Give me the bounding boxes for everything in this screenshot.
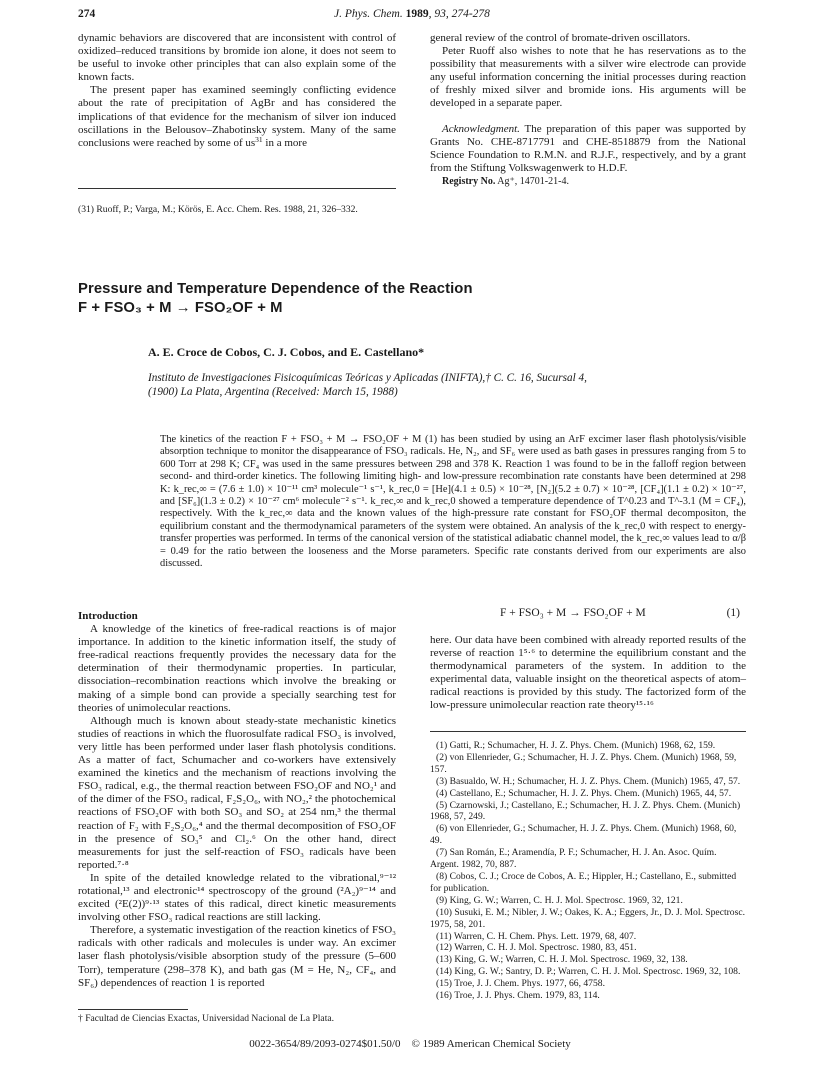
title-footnote: † Facultad de Ciencias Exactas, Universidad Nacional de La Plata. — [78, 1013, 335, 1024]
reference-item: (9) King, G. W.; Warren, C. H. J. Mol. Spectrosc. 1969, 32, 121. — [436, 894, 683, 906]
section-heading: Introduction — [78, 610, 138, 622]
reference-item: (8) Cobos, C. J.; Croce de Cobos, A. E.; Hippler, H.; Castellano, E., submitted for publication. — [430, 870, 737, 894]
acknowledgment — [430, 123, 746, 175]
journal-citation: J. Phys. Chem. 1989, 93, 274-278 — [334, 8, 490, 20]
reference-item: (10) Susuki, E. M.; Nibler, J. W.; Oakes, K. A.; Eggers, Jr., D. J. Mol. Spectrosc. 1975, 58, 201. — [430, 906, 745, 930]
running-header — [78, 8, 746, 24]
prev-paragraph — [78, 84, 396, 149]
footnote-rule — [78, 1009, 188, 1010]
reference-item: (2) von Ellenrieder, G.; Schumacher, H. J. Z. Phys. Chem. (Munich) 1968, 59, 157. — [430, 751, 737, 775]
intro-paragraph: Therefore, a systematic investigation of the reaction kinetics of FSO₃ radicals with other radicals and molecules is under way. An excimer laser flash photolysis/visible absorption study of the pressure (5–600 Torr), temperature (298–378 K), and bath gas (M = He, N₂, CF₄, and SF₆) dependences of reaction 1 is reported — [78, 924, 396, 989]
intro-paragraph: In spite of the detailed knowledge related to the vibrational,⁹⁻¹² rotational,¹³ and electronic¹⁴ spectroscopy of the ground (²A₂)⁹⁻¹⁴ and excited (²E(2))⁹·¹³ states of this radical, direct kinetic measurements involving other FSO₃ radical reactions are still lacking. — [78, 871, 396, 924]
article-code: 0022-3654/89/2093-0274$01.50/0 — [249, 1038, 401, 1050]
footnote-rule — [78, 188, 396, 189]
intro-paragraph: Although much is known about steady-state mechanistic kinetics studies of reactions in which the fluorosulfate radical FSO₃ is involved, very little has been performed under laser flash photolysis conditions. As a matter of fact, Schumacher and co-workers have extensively examined the kinetics and the mechanism of reactions involving the FSO₃ radical, e.g., the thermal reaction between FSO₂OF and NO₂¹ and of the dimer of the FSO₃ radical, F₂S₂O₆, with NO₂,² the photochemical reactions of FSO₂OF with both SO₃ and SO₂ at 254 nm,³ the thermal reaction of F₂ with F₂S₂O₆,⁴ and the thermal decomposition of FSO₂OF in the presence of SO₃⁵ and Cl₂.⁶ On the other hand, direct measurements for just the self-reaction of FSO₃ radicals have been reported.⁷·⁸ — [78, 714, 396, 871]
reference-31: (31) Ruoff, P.; Varga, M.; Körös, E. Acc. Chem. Res. 1988, 21, 326–332. — [78, 204, 358, 215]
reference-item: (7) San Román, E.; Aramendía, P. F.; Schumacher, H. J. An. Asoc. Quím. Argent. 1982, 70, 887. — [430, 847, 717, 871]
reference-item: (4) Castellano, E.; Schumacher, H. J. Z. Phys. Chem. (Munich) 1965, 44, 57. — [436, 787, 732, 799]
reference-item: (5) Czarnowski, J.; Castellano, E.; Schumacher, H. J. Z. Phys. Chem. (Munich) 1968, 57, 249. — [430, 799, 741, 823]
reference-item: (13) King, G. W.; Warren, C. H. J. Mol. Spectrosc. 1969, 32, 138. — [436, 954, 688, 966]
prev-paragraph: Peter Ruoff also wishes to note that he has reservations as to the possibility that measurements with a silver wire electrode can provide any useful information concerning the initial processes during reaction of freshly mixed silver and bromide ions. His arguments will be developed in a separate paper. — [430, 45, 746, 110]
reference-item: (12) Warren, C. H. J. Mol. Spectrosc. 1980, 83, 451. — [436, 942, 637, 954]
citation-sup: 31 — [255, 134, 263, 144]
registry-label: Registry No. — [442, 175, 496, 187]
prev-article-left-column — [78, 32, 396, 150]
reference-item: (14) King, G. W.; Santry, D. P.; Warren, C. H. J. Mol. Spectrosc. 1969, 32, 108. — [436, 966, 741, 978]
reference-item: (11) Warren, C. H. Chem. Phys. Lett. 1979, 68, 407. — [436, 930, 637, 942]
prev-paragraph: general review of the control of bromate-driven oscillators. — [430, 32, 691, 44]
reference-item: (1) Gatti, R.; Schumacher, H. J. Z. Phys. Chem. (Munich) 1968, 62, 159. — [436, 740, 716, 751]
affiliation-line: (1900) La Plata, Argentina (Received: March 15, 1988) — [148, 386, 398, 398]
article-title-line: Pressure and Temperature Dependence of the Reaction — [78, 281, 473, 297]
affiliation — [148, 371, 768, 399]
prev-text: The present paper has examined seemingly conflicting evidence about the rate of precipitation of AgBr and has considered the implications of that evidence for the mechanism of silver ion induced oscillations in the Belousov–Zhabotinsky system. Many of the same conclusions were reached by some of us — [78, 84, 396, 149]
journal-volume: 93 — [434, 8, 446, 20]
reference-item: (3) Basualdo, W. H.; Schumacher, H. J. Z. Phys. Chem. (Munich) 1965, 47, 57. — [436, 775, 741, 787]
journal-name: J. Phys. Chem. — [334, 8, 403, 20]
page-number: 274 — [78, 8, 96, 20]
ack-text: The preparation of this paper was supported by Grants No. CHE-8717791 and CHE-8518879 from the National Science Foundation to R.M.N. and R.J.F., respectively, and by a grant from the Stiftung Volkswagenwerk to H.D.F. — [430, 122, 746, 174]
journal-pages: 274-278 — [451, 8, 490, 20]
prev-article-right-column — [430, 32, 746, 188]
journal-year: 1989 — [405, 8, 429, 20]
reference-item: (16) Troe, J. J. Phys. Chem. 1979, 83, 114. — [436, 990, 600, 1002]
registry — [430, 175, 746, 188]
article-title — [78, 280, 746, 318]
prev-paragraph: dynamic behaviors are discovered that are inconsistent with control of oxidized–reduced transitions by bromide ion alone, it does not seem to be useful to invoke other principles that can also explain some of the known facts. — [78, 32, 396, 84]
registry-text: Ag⁺, 14701-21-4. — [497, 175, 569, 187]
intro-right-column — [430, 634, 746, 713]
abstract: The kinetics of the reaction F + FSO₃ + M → FSO₂OF + M (1) has been studied by using an ArF excimer laser flash photolysis/visible absorption technique to monitor the disappearance of FSO₃ radicals. He, N₂, and SF₆ were used as bath gases in pressures ranging from 5 to 600 Torr at 298 K; CF₄ was used in the same pressures between 298 and 378 K. Reaction 1 was found to be in the falloff region between second- and third-order kinetics. The following limiting high- and low-pressure recombination rate constants have been determined at 298 K: k_rec,∞ = (7.6 ± 1.0) × 10⁻¹¹ cm³ molecule⁻¹ s⁻¹, k_rec,0 = [He](4.1 ± 0.5) × 10⁻²⁸, [N₂](5.2 ± 0.7) × 10⁻²⁸, [CF₄](1.1 ± 0.2) × 10⁻²⁷, and [SF₆](1.3 ± 0.2) × 10⁻²⁷ cm⁶ molecule⁻² s⁻¹. k_rec,∞ and k_rec,0 showed a temperature dependence of T^0.23 and T^-3.1 (M = CF₄), respectively. With the k_rec,∞ data and the known values of the high-pressure rate constant for FSO₂OF thermal decompositon, the equilibrium constant and the thermodynamical parameters of the system were obtained. An analysis of the k_rec,0 with respect to energy-transfer properties was performed. In terms of the canonical version of the statistical adiabatic channel model, the k_rec,∞ values lead to α/β = 0.49 for the ratio between the looseness and the Morse parameters. Specific rate constants derived from our experiments are also discussed. — [160, 434, 746, 570]
reference-item: (15) Troe, J. J. Chem. Phys. 1977, 66, 4758. — [436, 978, 605, 990]
references-rule — [430, 731, 746, 732]
intro-left-column — [78, 610, 396, 990]
reference-item: (6) von Ellenrieder, G.; Schumacher, H. J. Z. Phys. Chem. (Munich) 1968, 60, 49. — [430, 823, 737, 847]
article-title-line: F + FSO₃ + M → FSO₂OF + M — [78, 300, 283, 316]
prev-text: in a more — [262, 136, 307, 149]
reference-list — [430, 740, 746, 1002]
author-list: A. E. Croce de Cobos, C. J. Cobos, and E. Castellano* — [148, 345, 425, 359]
affiliation-line: Instituto de Investigaciones Fisicoquímicas Teóricas y Aplicadas (INIFTA),† C. C. 16, Sucursal 4, — [148, 372, 587, 384]
copyright: © 1989 American Chemical Society — [411, 1038, 571, 1050]
intro-paragraph: A knowledge of the kinetics of free-radical reactions is of major importance. In addition to the kinetic information itself, the study of free-radical reactions frequently provides the necessary data for the determination of their thermodynamic properties. In particular, dissociation–recombination reactions which involve the breaking or making of a simple bond can provide a specially searching test for theories of unimolecular reactions. — [78, 623, 396, 714]
page-footer — [0, 1038, 820, 1050]
equation-number: (1) — [726, 607, 740, 619]
intro-paragraph: here. Our data have been combined with already reported results of the reverse of reaction 1⁵·⁶ to determine the equilibrium constant and the thermodynamical parameters of the system. In addition to the experimental data, valuable insight on the theoretical aspects of atom–radical reactions is provided by this study. The factorized form of the low-pressure unimolecular reaction rate theory¹⁵·¹⁶ — [430, 634, 746, 712]
equation-text: F + FSO₃ + M → FSO₂OF + M — [500, 607, 646, 619]
ack-label: Acknowledgment. — [442, 122, 520, 135]
